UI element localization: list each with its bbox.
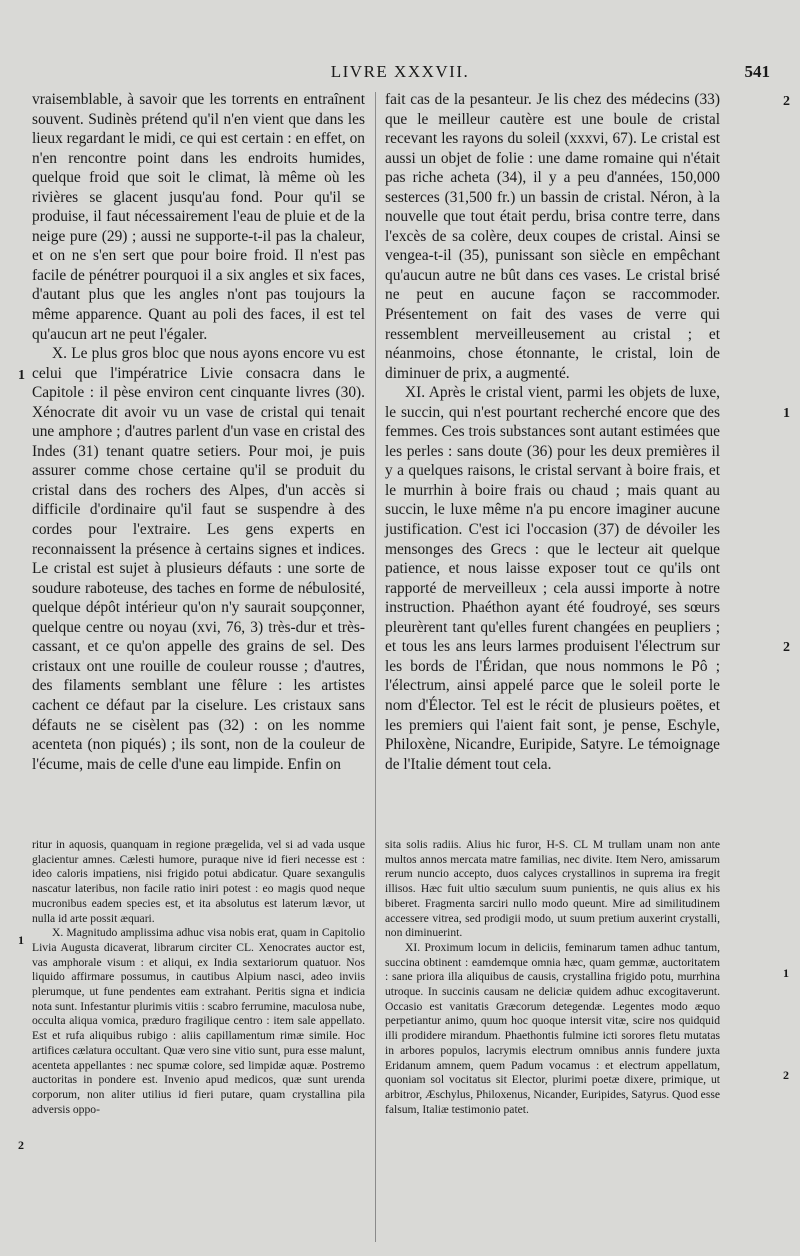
page-number: 541 (744, 62, 770, 81)
margin-section-number: 1 (18, 933, 24, 947)
french-paragraph: vraisemblable, à savoir que les torrents en entraînent souvent. Sudinès prétend qu'il n'en vient que dans les lieux regardant le midi, ce qui est certain : en effet, on n'en rencontre point dans les endroits humides, quelque froid que soit le climat, là même où les rivières se glacent jusqu'au fond. Pour qu'il se produise, il faut nécessairement l'eau de pluie et de la neige pure (29) ; aussi ne supporte-t-il pas la chaleur, et on ne s'en sert que pour boire froid. Il n'est pas facile de pénétrer pourquoi il a six angles et six faces, d'autant plus que les angles n'ont pas toujours la même apparence. Quant au poli des faces, il est tel qu'aucun art ne peut l'égaler. (32, 91, 365, 343)
margin-section-number: 1 (783, 406, 790, 421)
column-divider (375, 92, 376, 1242)
margin-section-number: 2 (783, 640, 790, 655)
margin-section-number: 1 (18, 368, 25, 383)
margin-section-number: 1 (783, 966, 789, 980)
margin-section-number: 2 (783, 94, 790, 109)
latin-text-right-column (385, 838, 720, 1242)
latin-text-left-column (32, 838, 365, 1242)
margin-section-number: 2 (18, 1138, 24, 1152)
page-header (20, 62, 780, 86)
french-text-right-column (385, 90, 720, 812)
french-paragraph: X. Le plus gros bloc que nous ayons encore vu est celui que l'impératrice Livie consacra dans le Capitole : il pèse environ cent cinquante livres (30). Xénocrate dit avoir vu un vase de cristal qui tenait une amphore ; d'autres parlent d'un vase en cristal des Indes (31) tenant quatre setiers. Pour moi, je puis assurer comme chose certaine qu'il se produit du cristal dans des rochers des Alpes, d'un accès si difficile d'ordinaire qu'il faut se suspendre à des cordes pour l'extraire. Les gens experts en reconnaissent la présence à certains signes et indices. Le cristal est sujet à plusieurs défauts : une sorte de soudure raboteuse, des taches en forme de nébulosité, quelque dépôt intérieur qu'on n'y saurait soupçonner, quelque centre ou noyau (xvi, 76, 3) très-dur et très-cassant, et ce qu'on appelle des grains de sel. Des cristaux ont une rouille de couleur rousse ; d'autres, des filaments semblant une fêlure : les artistes cachent ce défaut par la ciselure. Les cristaux sans défauts ne se cisèlent pas (32) : on les nomme acenteta (non piqués) ; ils sont, non de la couleur de l'écume, mais de celle d'une eau limpide. Enfin on (32, 345, 365, 773)
margin-section-number: 2 (783, 1068, 789, 1082)
french-paragraph: XI. Après le cristal vient, parmi les objets de luxe, le succin, qui n'est pourtant recherché encore que des femmes. Ces trois substances sont autant estimées que les perles : sans doute (36) pour les deux premières il y a quelques raisons, le cristal servant à boire frais, et le murrhin à boire frais ou chaud ; mais quant au succin, le luxe même n'a pu encore imaginer aucune justification. C'est ici l'occasion (37) de dévoiler les mensonges des Grecs : que le lecteur ait quelque patience, et nous laisse exposer tout ce qu'ils ont rapporté de merveilleux ; cela aussi importe à notre instruction. Phaéthon ayant été foudroyé, ses sœurs pleurèrent tant qu'elles furent changées en peupliers ; et tous les ans leurs larmes produisent l'électrum sur les bords de l'Éridan, que nous nommons le Pô ; l'électrum, ainsi appelé parce que le soleil porte le nom d'Élector. Tel est le récit de plusieurs poëtes, et les premiers qui l'aient fait sont, je pense, Eschyle, Philoxène, Nicandre, Euripide, Satyre. Le témoignage de l'Italie dément tout cela. (385, 384, 720, 773)
latin-paragraph: sita solis radiis. Alius hic furor, H-S. CL M trullam unam non ante multos annos mercata matre familias, nec divite. Item Nero, amissarum rerum nuncio accepto, duos calyces crystallinos in suprema ira fregit illisos. Hæc fuit ultio sæculum suum punientis, ne quis alius ex his biberet. Fragmenta sarciri nullo modo queunt. Mire ad similitudinem accessere vitrea, sed prodigii modo, ut suum pretium auxerint crystalli, non diminuerint. (385, 838, 720, 940)
french-text-left-column (32, 90, 365, 812)
french-paragraph: fait cas de la pesanteur. Je lis chez des médecins (33) que le meilleur cautère est une boule de cristal recevant les rayons du soleil (xxxvi, 67). Le cristal est aussi un objet de folie : une dame romaine qui n'était pas riche acheta (34), il y a peu d'années, 150,000 sesterces (31,500 fr.) un bassin de cristal. Néron, à la nouvelle que tout était perdu, brisa contre terre, dans l'excès de sa colère, deux coupes de cristal. Ainsi se vengea-t-il (35), punissant son siècle en empêchant qu'aucun autre ne bût dans ces vases. Le cristal brisé ne peut en aucune façon se raccommoder. Présentement on fait des vases de verre qui ressemblent merveilleusement au cristal ; et néanmoins, chose étonnante, le cristal, loin de diminuer de prix, a augmenté. (385, 91, 720, 382)
latin-paragraph: XI. Proximum locum in deliciis, feminarum tamen adhuc tantum, succina obtinent : eamdemque omnia hæc, quam gemmæ, auctoritatem : sane priora illa aliquibus de causis, crystallina frigido potu, murrhina utroque. In succinis causam ne deliciæ quidem adhuc excogitaverunt. Occasio est vanitatis Græcorum detegendæ. Legentes modo æquo perpetiantur animo, quum hoc quoque intersit vitæ, scire nos quidquid illi prodidere mirandum. Phaethontis fulmine icti sorores fletu mutatas in arbores populos, lacrymis electrum omnibus annis fundere juxta Eridanum amnem, quem Padum vocamus : et electrum appellatum, quoniam sol vocitatus sit Elector, plurimi poetæ dixere, primique, ut arbitror, Æschylus, Philoxenus, Nicander, Euripides, Satyrus. Quod esse falsum, Italiæ testimonio patet. (385, 940, 720, 1116)
running-title: LIVRE XXXVII. (330, 62, 470, 81)
latin-paragraph: X. Magnitudo amplissima adhuc visa nobis erat, quam in Capitolio Livia Augusta dicaverat, librarum circiter CL. Xenocrates auctor est, vas amphorale visum : et aliqui, ex India sextariorum quatuor. Nos liquido affirmare possumus, in cautibus Alpium nasci, adeo inviis plerumque, ut fune pendentes eam extrahant. Peritis signa et indicia nota sunt. Infestantur plurimis vitiis : scabro ferrumine, maculosa nube, occulta aliqua vomica, prædurо fragilique centro : item sale appellato. Est et rufa aliquibus rubigo : aliis capillamentum rimæ simile. Hoc artifices cælatura occultant. Quæ vero sine vitio sunt, pura esse malunt, acenteta appellantes : nec spumæ colore, sed limpidæ aquæ. Postremo auctoritas in pondere est. Invenio apud medicos, quæ sunt urenda corporum, non aliter utilius id fieri putare, quam crystallina pila adversis oppo- (32, 926, 365, 1116)
latin-paragraph: ritur in aquosis, quanquam in regione prægelida, vel si ad vada usque glacientur amnes. Cælesti humore, puraque nive id fieri necesse est : ideo caloris impatiens, nisi frigido potui abdicatur. Quare sexangulis nascatur lateribus, non facile ratio iniri potest : eo magis quod neque mucronibus eadem species est, et ita absolutus est laterum lævor, ut nulla id arte possit æquari. (32, 838, 365, 925)
